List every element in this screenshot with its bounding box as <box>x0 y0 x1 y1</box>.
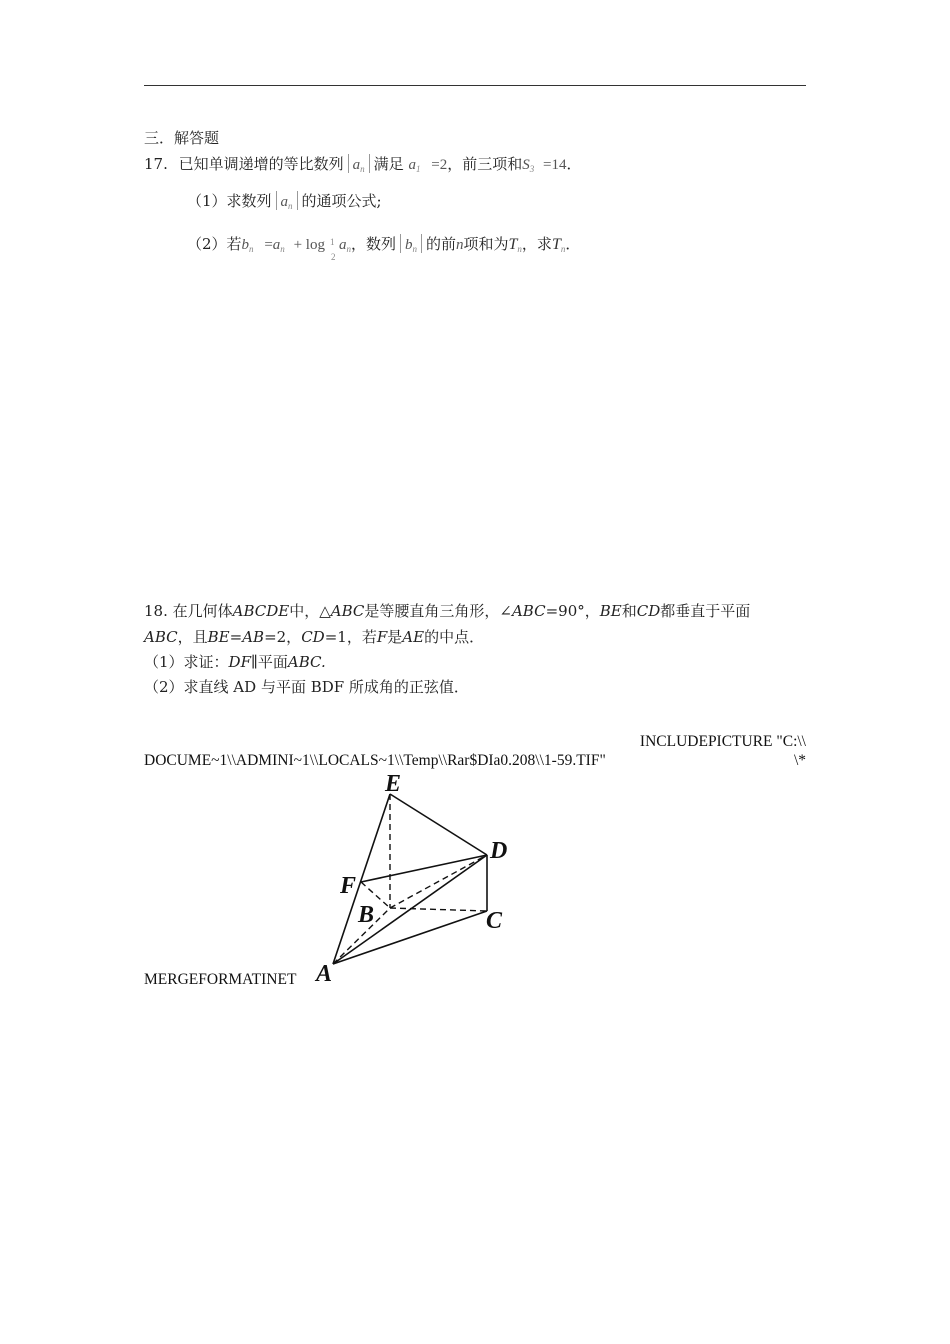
field-code-line3: MERGEFORMATINET <box>144 971 297 988</box>
edge-ed <box>390 794 487 855</box>
edge-bc <box>390 908 487 911</box>
label-a: A <box>316 961 333 987</box>
log-base-numerator: 1 <box>330 237 335 247</box>
edge-ac <box>333 911 487 964</box>
q17-part2: （2）若$b_n =a_n + \log a_n$，数列 $b_n$ 的前n项和为$T_n$，求$T_n$． <box>187 235 581 254</box>
label-c: C <box>486 908 503 934</box>
q18-line1: 18. 在几何体ABCDE中，△ABC是等腰直角三角形，∠ABC=90°，BE和CD都垂直于平面 <box>144 602 751 620</box>
q17-number: 17. <box>144 155 168 173</box>
log-base-denominator: 2 <box>331 252 336 262</box>
q17-stem: 17. 已知单调递增的等比数列 $a_n$ 满足 $a_1 =2$，前三项和$S_3 =14$． <box>144 155 582 174</box>
q17-part1: （1）求数列 $a_n$ 的通项公式; <box>187 192 382 211</box>
edge-bd <box>390 855 487 908</box>
field-code-line2: DOCUME~1\\ADMINI~1\\LOCALS~1\\Temp\\Rar$DIa0.208\\1-59.TIF" <box>144 752 606 769</box>
q18-part2: （2）求直线 AD 与平面 BDF 所成角的正弦值． <box>144 678 469 696</box>
section-heading: 三．解答题 <box>144 129 220 147</box>
label-b: B <box>358 902 375 928</box>
label-f: F <box>340 873 357 899</box>
q18-part1: （1）求证：DF∥平面ABC. <box>144 653 326 671</box>
field-code-line2-right: \* <box>793 752 806 769</box>
q18-line2: ABC，且BE=AB=2，CD=1，若F是AE的中点． <box>144 628 485 646</box>
label-d: D <box>490 838 508 864</box>
label-e: E <box>385 771 402 797</box>
field-code-line1: INCLUDEPICTURE "C:\\ <box>639 733 806 750</box>
